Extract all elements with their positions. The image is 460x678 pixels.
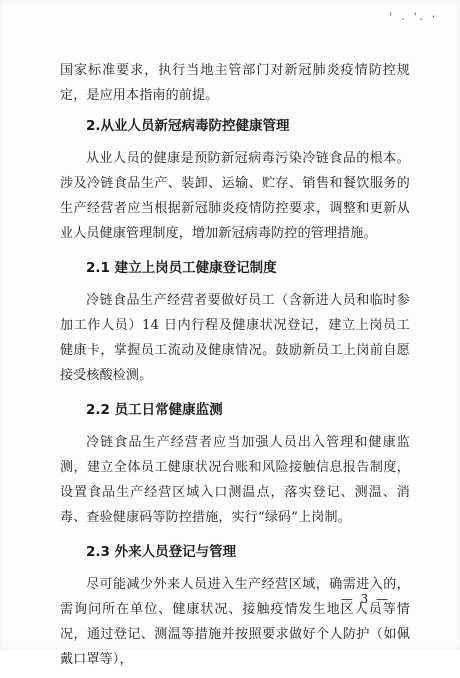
page-number: — 3 — bbox=[340, 592, 390, 606]
corner-marks: ' . '. · bbox=[389, 12, 438, 23]
section-heading-2: 2.从业人员新冠病毒防控健康管理 bbox=[86, 118, 290, 134]
document-body bbox=[60, 58, 410, 678]
section-heading-2-2: 2.2 员工日常健康监测 bbox=[86, 402, 223, 418]
section-2-2-paragraph: 冷链食品生产经营者应当加强人员出入管理和健康监测，建立全体员工健康状况台账和风险接触信息报告制度，设置食品生产经营区域入口测温点，落实登记、测温、消毒、查验健康码等防控措施，实行“绿码”上岗制。 bbox=[60, 435, 410, 525]
section-2-3-paragraph: 尽可能减少外来人员进入生产经营区域，确需进入的，需询问所在单位、健康状况、接触疫情发生地区人员等情况，通过登记、测温等措施并按照要求做好个人防护（如佩戴口罩等）， bbox=[60, 577, 410, 667]
section-2-1-paragraph: 冷链食品生产经营者要做好员工（含新进人员和临时参加工作人员）14 日内行程及健康状况登记，建立上岗员工健康卡，掌握员工流动及健康情况。鼓励新员工上岗前自愿接受核酸检测。 bbox=[60, 293, 410, 383]
section-heading-2-3: 2.3 外来人员登记与管理 bbox=[86, 544, 237, 560]
section-2-paragraph: 从业人员的健康是预防新冠病毒污染冷链食品的根本。涉及冷链食品生产、装卸、运输、贮存、销售和餐饮服务的生产经营者应当根据新冠肺炎疫情防控要求，调整和更新从业人员健康管理制度，增加新冠病毒防控的管理措施。 bbox=[60, 151, 410, 241]
section-heading-2-1: 2.1 建立上岗员工健康登记制度 bbox=[86, 260, 277, 276]
intro-paragraph: 国家标准要求，执行当地主管部门对新冠肺炎疫情防控规定，是应用本指南的前提。 bbox=[60, 63, 410, 103]
